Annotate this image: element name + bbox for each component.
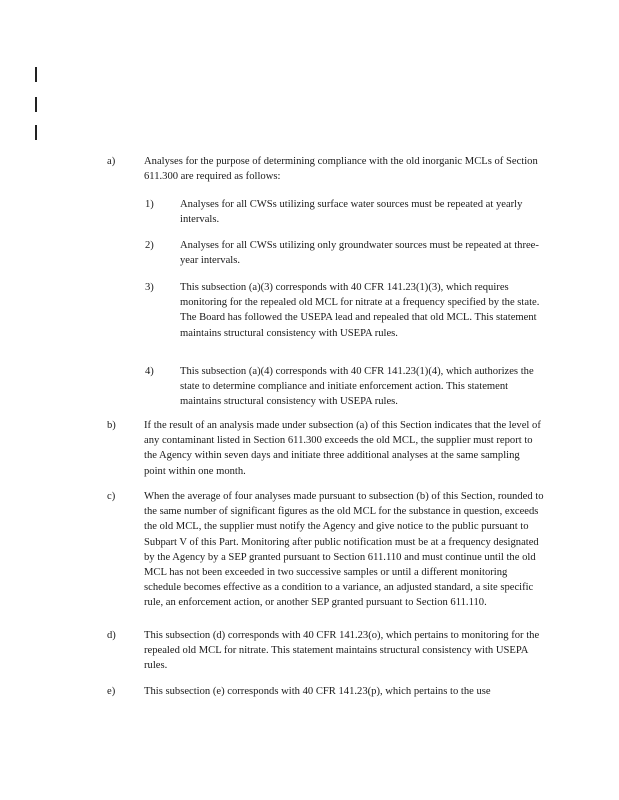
subitem-text: This subsection (a)(4) corresponds with 40 CFR 141.23(1)(4), which authorizes the state to determine compliance and initiate enforcement action. This statement maintains structural consistency with USEPA rules. [180,366,534,408]
paragraph-label: a) [107,156,116,167]
paragraph-text: This subsection (e) corresponds with 40 CFR 141.23(p), which pertains to the use [144,686,491,697]
subitem-text: This subsection (a)(3) corresponds with 40 CFR 141.23(1)(3), which requires monitoring for the repealed old MCL for nitrate at a frequency specified by the state. The Board has followed the USEPA lead and repealed that old MCL. This statement maintains structural consistency with USEPA rules. [180,282,540,339]
change-bar [35,67,37,82]
subitem-label: 2) [145,240,154,251]
subitem-text: Analyses for all CWSs utilizing surface water sources must be repeated at yearly intervals. [180,199,523,226]
paragraph-text: Analyses for the purpose of determining compliance with the old inorganic MCLs of Section 611.300 are required as follows: [144,156,538,183]
paragraph-text: This subsection (d) corresponds with 40 CFR 141.23(o), which pertains to monitoring for the repealed old MCL for nitrate. This statement maintains structural consistency with USEPA rules. [144,630,540,672]
paragraph-label: b) [107,420,116,431]
paragraph-label: c) [107,491,116,502]
paragraph-label: e) [107,686,116,697]
subitem-label: 1) [145,199,154,210]
subitem-label: 4) [145,366,154,377]
paragraph-text: When the average of four analyses made pursuant to subsection (b) of this Section, rounded to the same number of significant figures as the old MCL for the substance in question, exceeds the old MCL, the supplier must notify the Agency and give notice to the public pursuant to Subpart V of this Part. Monitoring after public notification must be at a frequency designated by the Agency by a SEP granted pursuant to Section 611.110 and must continue until the old MCL has not been exceeded in two successive samples or until a different monitoring schedule becomes effective as a condition to a variance, an adjusted standard, a site specific rule, an enforcement action, or another SEP granted pursuant to Section 611.110. [144,491,544,609]
change-bar [35,97,37,112]
change-bar [35,125,37,140]
subitem-label: 3) [145,282,154,293]
subitem-text: Analyses for all CWSs utilizing only groundwater sources must be repeated at three-year intervals. [180,240,539,267]
paragraph-label: d) [107,630,116,641]
paragraph-text: If the result of an analysis made under subsection (a) of this Section indicates that the level of any contaminant listed in Section 611.300 exceeds the old MCL, the supplier must report to the Agency within seven days and initiate three additional analyses at the same sampling point within one month. [144,420,541,477]
